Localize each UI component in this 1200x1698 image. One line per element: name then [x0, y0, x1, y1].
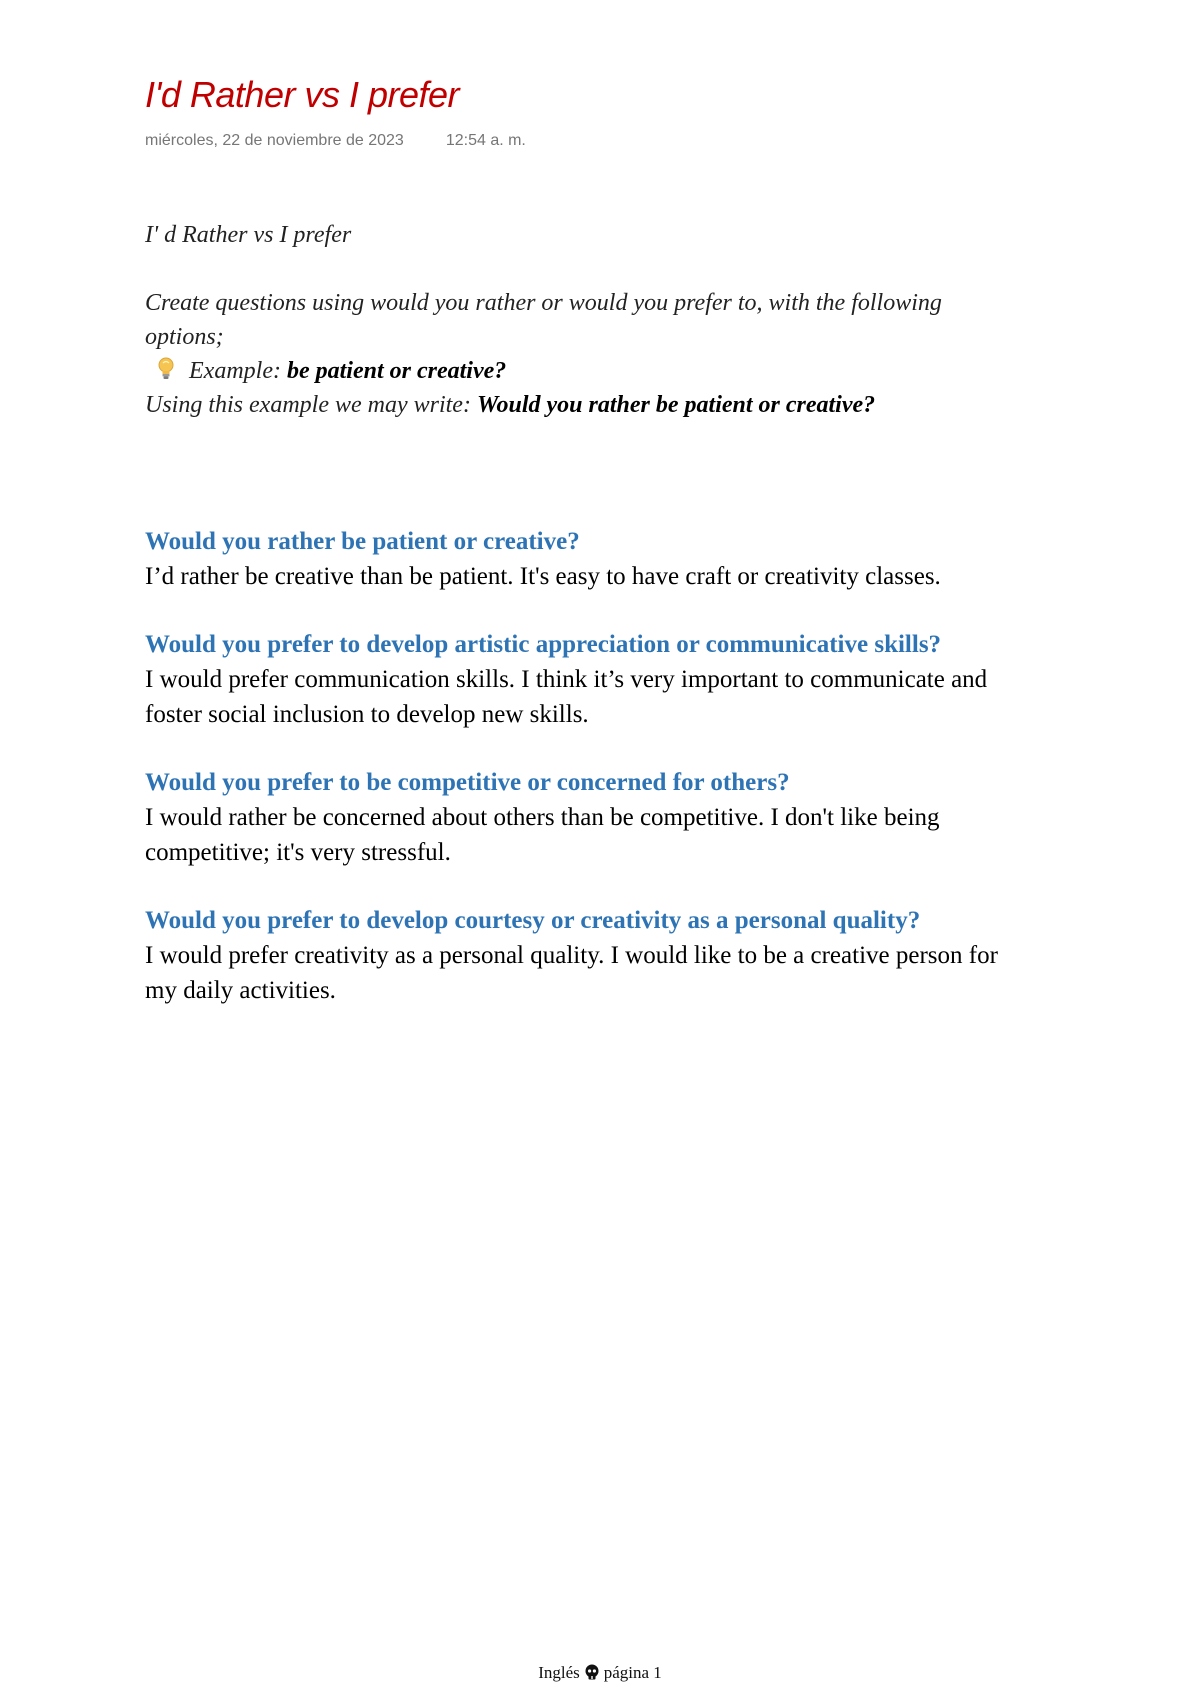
note-date: miércoles, 22 de noviembre de 2023	[145, 132, 404, 149]
using-label: Using this example we may write:	[145, 392, 471, 418]
answer: I would prefer communication skills. I think it’s very important to communicate and foster social inclusion to develop new skills.	[145, 666, 988, 728]
example-line	[145, 354, 1005, 388]
page-title: I'd Rather vs I prefer	[145, 74, 460, 115]
footer-section: Inglés	[538, 1663, 580, 1682]
qa-item	[145, 628, 1005, 732]
qa-item	[145, 766, 1005, 870]
qa-item	[145, 525, 1005, 594]
page-footer	[0, 1662, 1200, 1684]
using-text: Would you rather be patient or creative?	[476, 392, 876, 418]
note-time: 12:54 a. m.	[445, 132, 526, 149]
example-label: Example:	[189, 358, 281, 384]
lightbulb-icon	[157, 357, 175, 381]
intro-instruction: Create questions using would you rather or would you prefer to, with the following options;	[145, 290, 942, 350]
question: Would you prefer to develop artistic appreciation or communicative skills?	[145, 631, 942, 658]
note-timestamp	[145, 131, 526, 151]
answer: I would rather be concerned about others than be competitive. I don't like being competitive; it's very stressful.	[145, 804, 940, 866]
qa-list	[145, 525, 1005, 1042]
qa-item	[145, 904, 1005, 1008]
question: Would you prefer to be competitive or concerned for others?	[145, 769, 790, 796]
question: Would you rather be patient or creative?	[145, 528, 580, 555]
using-line	[145, 388, 1005, 422]
answer: I’d rather be creative than be patient. It's easy to have craft or creativity classes.	[145, 563, 941, 590]
footer-page: página 1	[603, 1663, 662, 1682]
question: Would you prefer to develop courtesy or creativity as a personal quality?	[145, 907, 921, 934]
answer: I would prefer creativity as a personal quality. I would like to be a creative person for my daily activities.	[145, 942, 998, 1004]
example-text: be patient or creative?	[286, 358, 507, 384]
skull-icon	[584, 1664, 600, 1680]
intro-heading: I' d Rather vs I prefer	[145, 222, 352, 248]
intro-block	[145, 218, 1005, 422]
